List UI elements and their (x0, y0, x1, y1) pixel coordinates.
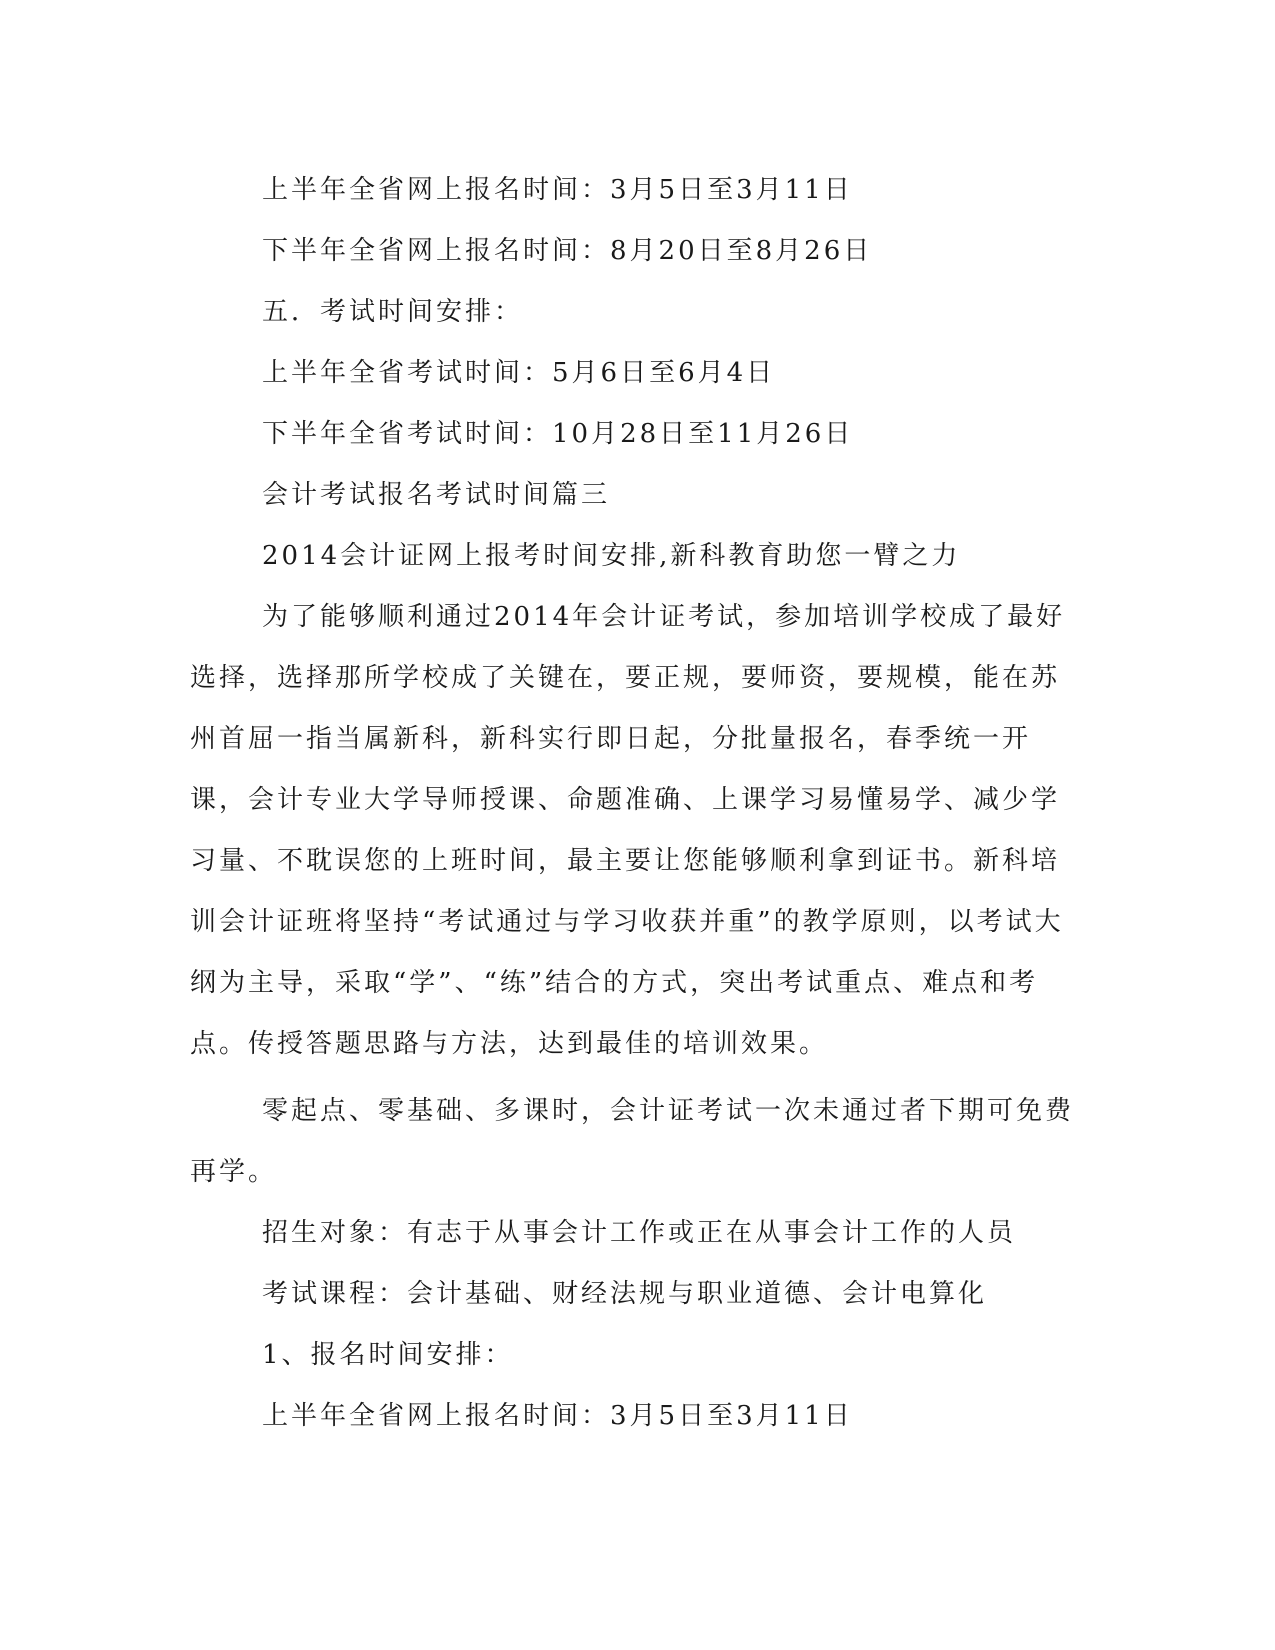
paragraph-intro: 为了能够顺利通过2014年会计证考试，参加培训学校成了最好选择，选择那所学校成了关键在，要正规，要师资，要规模，能在苏州首屈一指当属新科，新科实行即日起，分批量报名，春季统一开课，会计专业大学导师授课、命题准确、上课学习易懂易学、减少学习量、不耽误您的上班时间，最主要让您能够顺利拿到证书。新科培训会计证班将坚持“考试通过与学习收获并重”的教学原则，以考试大纲为主导，采取“学”、“练”结合的方式，突出考试重点、难点和考点。传授答题思路与方法，达到最佳的培训效果。 (190, 602, 1066, 1059)
paragraph-target-students: 招生对象：有志于从事会计工作或正在从事会计工作的人员 (262, 1218, 1017, 1248)
document-body (190, 160, 1080, 1447)
paragraph-h1-exam: 上半年全省考试时间：5月6日至6月4日 (262, 358, 776, 388)
paragraph-free-retake: 零起点、零基础、多课时，会计证考试一次未通过者下期可免费再学。 (190, 1096, 1075, 1187)
paragraph-h1-registration: 上半年全省网上报名时间：3月5日至3月11日 (262, 175, 853, 205)
section-heading-exam-schedule: 五．考试时间安排： (262, 297, 524, 327)
section-heading-registration: 1、报名时间安排： (262, 1340, 514, 1370)
paragraph-courses: 考试课程：会计基础、财经法规与职业道德、会计电算化 (262, 1279, 988, 1309)
paragraph-h1-registration-repeat: 上半年全省网上报名时间：3月5日至3月11日 (262, 1401, 853, 1431)
section-title: 会计考试报名考试时间篇三 (262, 480, 611, 510)
article-title: 2014会计证网上报考时间安排,新科教育助您一臂之力 (262, 541, 961, 571)
paragraph-h2-registration: 下半年全省网上报名时间：8月20日至8月26日 (262, 236, 873, 266)
paragraph-h2-exam: 下半年全省考试时间：10月28日至11月26日 (262, 419, 854, 449)
